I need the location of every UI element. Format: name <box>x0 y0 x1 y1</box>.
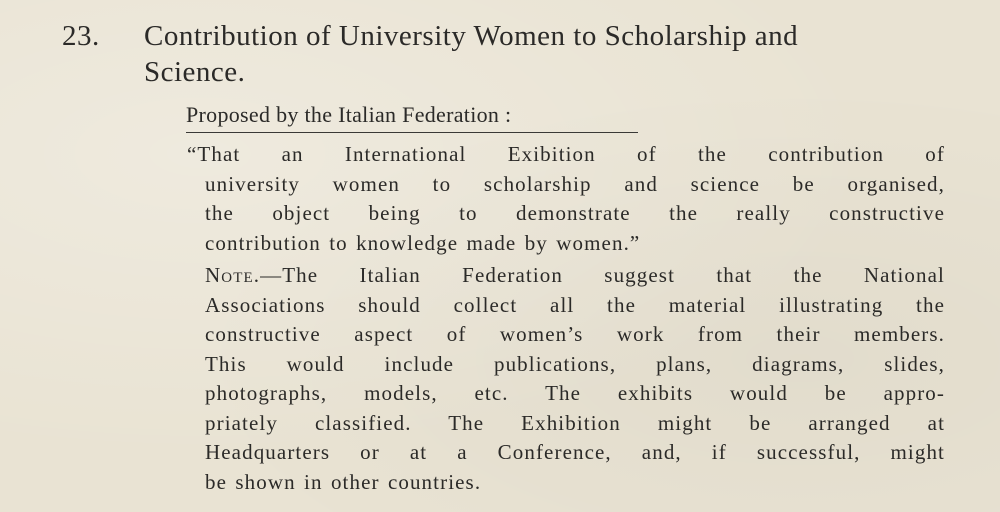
note-line: The Italian Federation suggest that the National <box>282 263 945 287</box>
note-line: This would include publications, plans, diagrams, slides, <box>205 351 945 376</box>
resolution-paragraph <box>187 140 945 258</box>
resolution-line: “That an International Exibition of the contribution of <box>187 142 945 166</box>
note-line: Headquarters or at a Conference, and, if successful, might <box>205 440 945 464</box>
resolution-line: contribution to knowledge made by women.” <box>205 230 641 255</box>
note-dash: — <box>260 263 283 287</box>
item-number: 23. <box>62 20 100 52</box>
note-line: photographs, models, etc. The exhibits would be appro- <box>205 381 945 405</box>
proposed-by-underline <box>186 132 638 133</box>
item-title <box>144 18 964 90</box>
note-line: Associations should collect all the material illustrating the <box>205 292 945 317</box>
resolution-line: university women to scholarship and science be organised, <box>205 171 945 196</box>
item-title-line-2: Science. <box>144 56 246 88</box>
note-paragraph <box>205 261 945 497</box>
note-line: priately classified. The Exhibition might be arranged at <box>205 410 945 435</box>
note-line-first <box>205 261 945 291</box>
note-line: constructive aspect of women’s work from their members. <box>205 322 945 346</box>
proposed-by: Proposed by the Italian Federation : <box>186 102 512 127</box>
resolution-line: the object being to demonstrate the really constructive <box>205 201 945 225</box>
note-line: be shown in other countries. <box>205 469 482 494</box>
note-label: Note. <box>205 263 261 287</box>
item-title-line-1: Contribution of University Women to Scholarship and <box>144 20 799 52</box>
